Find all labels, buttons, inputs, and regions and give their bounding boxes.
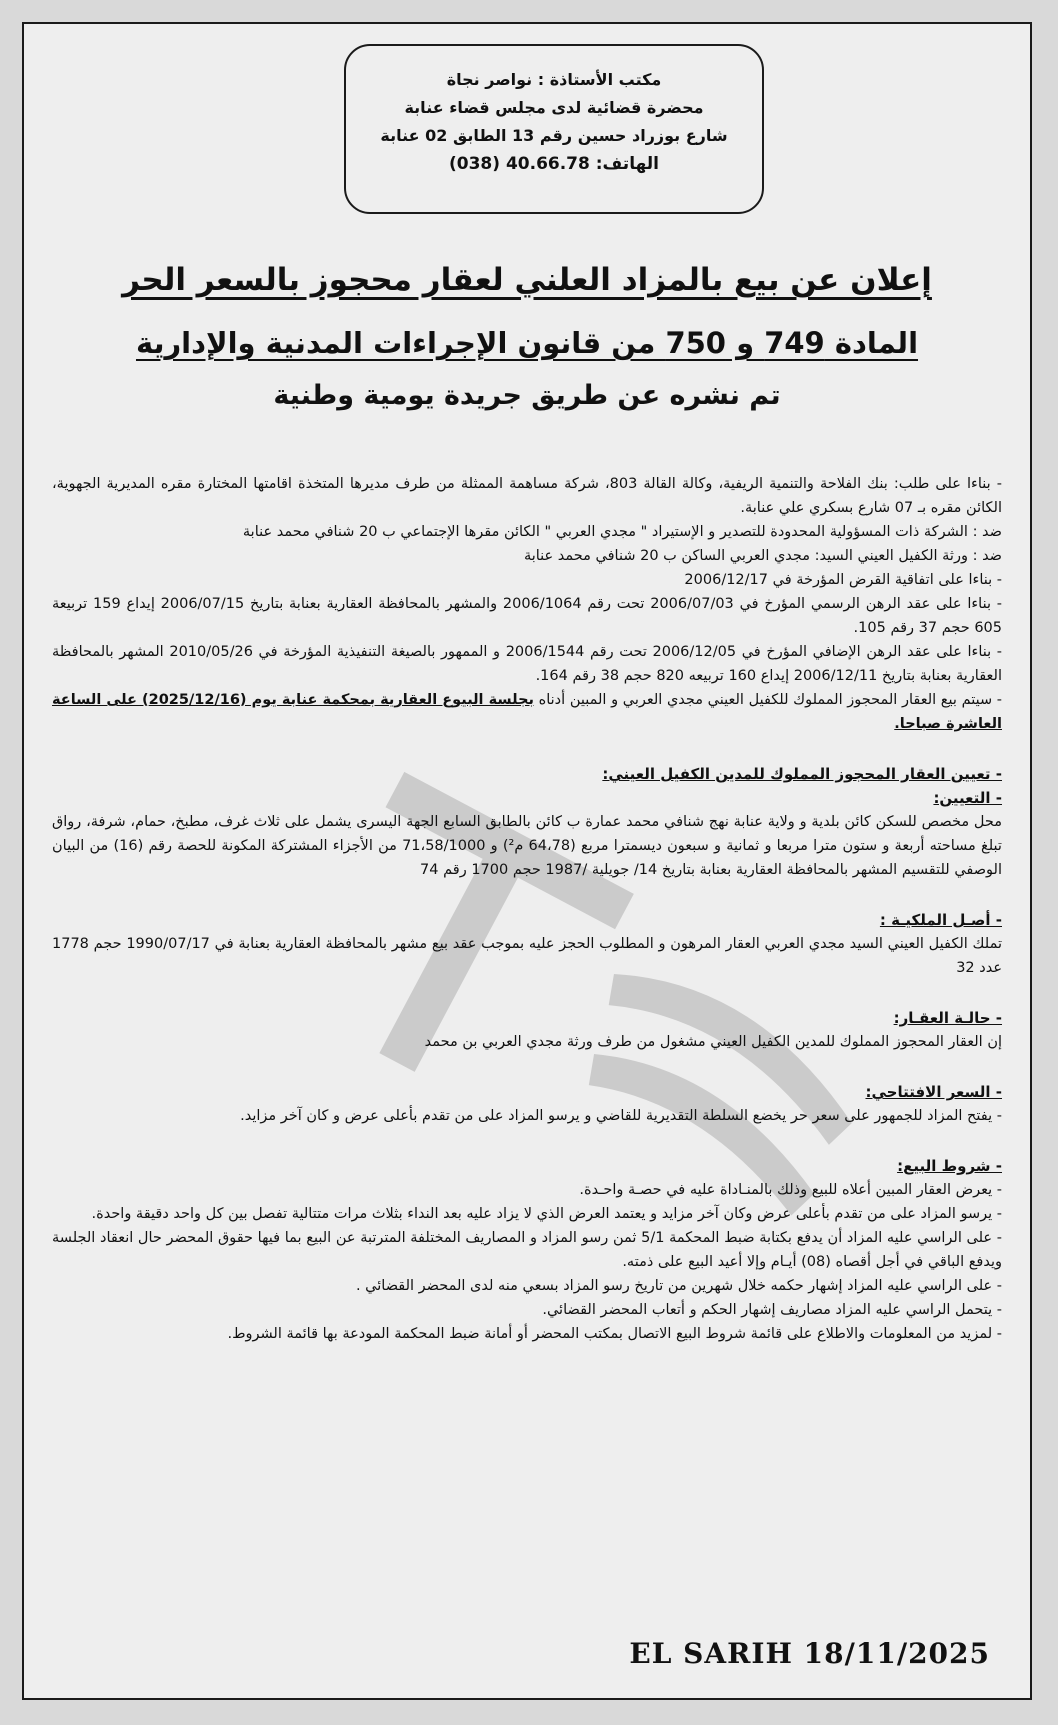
request-paragraph: - بناءا على طلب: بنك الفلاحة والتنمية الريفية، وكالة القالة 803، شركة مساهمة الممثلة من طرف مديرها المتخذة اقامتها المختارة مقره المديرية الجهوية، الكائن مقره بـ 07 شارع بسكري علي عنابة.: [52, 476, 1002, 516]
sale-conditions-heading: - شروط البيع:: [897, 1157, 1002, 1175]
newspaper-footer: EL SARIH 18/11/2025: [629, 1637, 990, 1670]
legal-articles: المادة 749 و 750 من قانون الإجراءات المدنية والإدارية: [135, 326, 919, 360]
office-header-box: [344, 44, 764, 214]
designation-text: محل مخصص للسكن كائن بلدية و ولاية عنابة نهج شنافي محمد عمارة ب كائن بالطابق السابع الجهة اليسرى يشمل على ثلاث غرف، مطبخ، حمام، شرفة، رواق تبلغ مساحته أربعة و ستون مترا مربعا و ثمانية و سبعون ديسمترا مربع (64،78 م²) و 71،58/1000 من الأجزاء المشتركة المكونة للحصة رقم (16) من البيان الوصفي للتقسيم المشهر بالمحافظة العقارية بعنابة بتاريخ 14/ جويلية /1987 حجم 1700 رقم 74: [52, 814, 1002, 878]
sale-session-date: بجلسة البيوع العقارية بمحكمة عنابة يوم (2025/12/16) على الساعة العاشرة صباحا.: [52, 692, 1002, 732]
against-heirs-paragraph: ضد : ورثة الكفيل العيني السيد: مجدي العربي الساكن ب 20 شنافي محمد عنابة: [523, 548, 1002, 564]
against-company-paragraph: ضد : الشركة ذات المسؤولية المحدودة للتصدير و الإستيراد " مجدي العربي " الكائن مقرها الإجتماعي ب 20 شنافي محمد عنابة: [242, 524, 1002, 540]
additional-mortgage-paragraph: - بناءا على عقد الرهن الإضافي المؤرخ في 2006/12/05 تحت رقم 2006/1544 و الممهور بالصيغة التنفيذية المؤرخة في 2010/05/26 المشهر بالمحافظة العقارية بعنابة بتاريخ 2006/12/11 إيداع 160 تربيعه 820 حجم 38 رقم 164.: [52, 644, 1003, 684]
announcement-frame: [22, 22, 1032, 1700]
office-phone: الهاتف: 40.66.78 (038): [448, 154, 660, 174]
property-status-heading: - حالـة العقـار:: [893, 1009, 1002, 1027]
property-designation-heading: - تعيين العقار المحجوز المملوك للمدين الكفيل العيني:: [602, 765, 1002, 783]
opening-price-heading: - السعر الافتتاحي:: [865, 1083, 1002, 1101]
sale-session-paragraph: [52, 688, 1002, 736]
opening-price-text: - يفتح المزاد للجمهور على سعر حر يخضع السلطة التقديرية للقاضي و يرسو المزاد على من تقدم بأعلى عرض و كان آخر مزايد.: [240, 1108, 1002, 1124]
ownership-origin-heading: - أصـل الملكيـة :: [879, 911, 1002, 929]
mortgage-paragraph: - بناءا على عقد الرهن الرسمي المؤرخ في 2006/07/03 تحت رقم 2006/1064 والمشهر بالمحافظة العقارية بعنابة بتاريخ 2006/07/15 إيداع 159 تربيعة 605 حجم 37 رقم 105.: [52, 596, 1003, 636]
sale-session-intro: - سيتم بيع العقار المحجوز المملوك للكفيل العيني مجدي العربي و المبين أدناه: [533, 692, 1003, 708]
designation-subheading: - التعيين:: [933, 789, 1002, 807]
sale-condition-item: - على الراسي عليه المزاد إشهار حكمه خلال شهرين من تاريخ رسو المزاد بسعي منه لدى المحضر القضائي .: [355, 1278, 1002, 1294]
sale-condition-item: - يتحمل الراسي عليه المزاد مصاريف إشهار الحكم و أتعاب المحضر القضائي.: [542, 1302, 1002, 1318]
publication-note: تم نشره عن طريق جريدة يومية وطنية: [273, 380, 781, 411]
announcement-title: إعلان عن بيع بالمزاد العلني لعقار محجوز بالسعر الحر: [122, 262, 932, 298]
property-status-text: إن العقار المحجوز المملوك للمدين الكفيل العيني مشغول من طرف ورثة مجدي العربي بن محمد: [424, 1034, 1002, 1050]
sale-condition-item: - على الراسي عليه المزاد أن يدفع بكتابة ضبط المحكمة 5/1 ثمن رسو المزاد و المصاريف المختلفة المترتبة عن البيع بما فيها حقوق المحضر حال انعقاد الجلسة ويدفع الباقي في أجل أقصاه (08) أيـام وإلا أعيد البيع على ذمته.: [52, 1230, 1002, 1270]
office-name: مكتب الأستاذة : نواصر نجاة: [446, 70, 662, 89]
ownership-origin-text: تملك الكفيل العيني السيد مجدي العربي العقار المرهون و المطلوب الحجز عليه بموجب عقد بيع مشهر بالمحافظة العقارية بعنابة في 1990/07/17 حجم 1778 عدد 32: [52, 936, 1002, 976]
announcement-body: [52, 472, 1002, 1346]
office-address: شارع بوزراد حسين رقم 13 الطابق 02 عنابة: [380, 126, 728, 145]
office-role: محضرة قضائية لدى مجلس قضاء عنابة: [404, 98, 704, 117]
loan-agreement-paragraph: - بناءا على اتفاقية القرض المؤرخة في 2006/12/17: [684, 572, 1002, 588]
sale-condition-item: - يرسو المزاد على من تقدم بأعلى عرض وكان آخر مزايد و يعتمد العرض الذي لا يزاد عليه بعد النداء بثلاث مرات متتالية تفصل بين كل واحد دقيقة واحدة.: [91, 1206, 1002, 1222]
sale-condition-item: - لمزيد من المعلومات والاطلاع على قائمة شروط البيع الاتصال بمكتب المحضر أو أمانة ضبط المحكمة المودعة بها قائمة الشروط.: [227, 1326, 1002, 1342]
sale-condition-item: - يعرض العقار المبين أعلاه للبيع وذلك بالمنـاداة عليه في حصـة واحـدة.: [579, 1182, 1002, 1198]
